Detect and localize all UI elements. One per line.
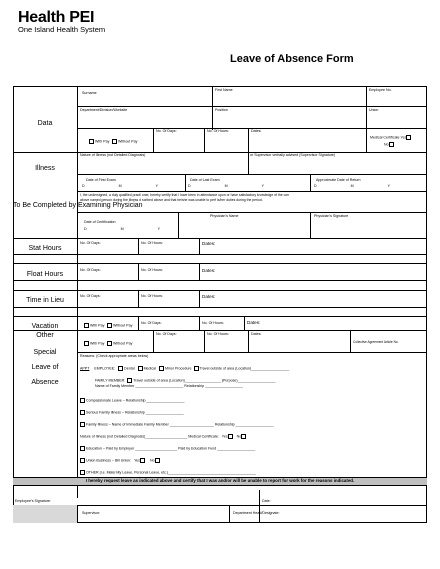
certification-date-dmy: D M Y <box>84 227 161 231</box>
med-cert-no-checkbox[interactable] <box>389 142 394 147</box>
lieu-dates-label: Dates: <box>202 294 216 299</box>
nature-no-checkbox[interactable] <box>241 434 246 439</box>
education-line: Education – Paid by Employer _____________________ Paid by Education Fund ___________________ <box>80 446 255 451</box>
last-exam-dmy: D M Y <box>188 184 265 188</box>
vacation-without-pay-checkbox[interactable] <box>107 323 112 328</box>
first-name-label: First Name <box>215 88 233 92</box>
stat-days-label: No. Of Days: <box>80 241 101 245</box>
surname-label: Surname <box>82 91 97 95</box>
nature-illness-line: Nature of Illness (not Detailed Diagnosis)_____________________ Medical Certificate: Yes No <box>80 434 247 439</box>
section-label-other-1: Other <box>36 332 54 339</box>
with-pay-label: With Pay <box>89 139 109 144</box>
supervisor-advised-label: or Supervisor verbally advised (Supervisor Signature) <box>250 153 336 157</box>
family-member-name-line: Name of Family Member ________________________ Relationship ___________________ <box>95 384 244 388</box>
certification-date-label: Date of Certification <box>84 220 116 224</box>
union-business-line: Union Business – Bill Union: Yes No <box>80 458 161 463</box>
return-date-label: Approximate Date of Return <box>316 178 361 182</box>
lieu-hours-label: No. Of Hours: <box>141 294 163 298</box>
stat-dates-label: Dates: <box>202 241 216 246</box>
float-days-label: No. Of Days: <box>80 268 101 272</box>
first-exam-label: Date of First Exam <box>86 178 116 182</box>
section-label-other-3: Leave of <box>31 364 59 371</box>
other-with-pay-checkbox[interactable] <box>84 341 89 346</box>
other-days-label: No. Of Days: <box>156 332 177 336</box>
collective-agreement-label: Collective Agreement Article No. <box>353 340 399 344</box>
education-checkbox[interactable] <box>80 446 85 451</box>
family-member-line: FAMILY MEMBER: Travel outside of area (Location)__________________ (Purpose)___________________ <box>95 378 276 383</box>
medical-checkbox[interactable] <box>138 366 143 371</box>
section-label-other-2: Special <box>33 349 57 356</box>
float-dates-label: Dates: <box>202 268 216 273</box>
other-leave-checkbox[interactable] <box>80 470 85 475</box>
other-without-pay: Without Pay <box>107 341 132 346</box>
travel-employee-checkbox[interactable] <box>194 366 199 371</box>
dates-label: Dates: <box>251 129 262 133</box>
section-label-float-hours: Float Hours <box>26 271 64 278</box>
compassionate-checkbox[interactable] <box>80 398 85 403</box>
supervisor-label: Supervisor: <box>82 511 101 515</box>
dental-checkbox[interactable] <box>118 366 123 371</box>
page-title: Leave of Absence Form <box>230 53 354 65</box>
supervisor-row-left-shade <box>13 505 77 523</box>
logo-brand: Health PEI <box>18 9 95 26</box>
position-label: Position <box>215 108 228 112</box>
other-with-pay: With Pay <box>84 341 104 346</box>
last-exam-label: Date of Last Exam <box>190 178 220 182</box>
vacation-days-label: No. Of Days: <box>141 321 162 325</box>
with-pay-checkbox[interactable] <box>89 139 94 144</box>
family-illness-checkbox[interactable] <box>80 422 85 427</box>
medical-certificate-label: Medical Certificate Yes <box>370 135 412 140</box>
certification-text-1: I, the undersigned, a duly qualified practi oner, hereby certify that I have been in attendance upon or have satisfactory knowledge of the con <box>80 193 290 197</box>
certification-text-2: above named person during the illness d scribed above and that he/she was unable to perf is/her duties during the period. <box>80 198 263 202</box>
compassionate-leave: Compassionate Leave – Relationship ___________________ <box>80 398 185 403</box>
section-label-illness: Illness <box>35 165 55 172</box>
minor-procedure-checkbox[interactable] <box>159 366 164 371</box>
section-label-other-4: Absence <box>31 379 59 386</box>
med-cert-yes-checkbox[interactable] <box>406 135 411 140</box>
union-yes-checkbox[interactable] <box>140 458 145 463</box>
dept-head-label: Department Head/Designate: <box>233 511 280 515</box>
nature-illness-label: Nature of Illness (not Detailed Diagnosis) <box>80 153 146 157</box>
family-illness: Family Illness – Name of Immediate Family Member ______________________ Relationship ___________________ <box>80 422 274 427</box>
appt-employee-line: APPT EMPLOYEE: Dental Medical Minor Procedure Travel outside of area (Location)___________________ <box>80 366 290 371</box>
section-label-time-in-lieu: Time in Lieu <box>26 297 64 304</box>
travel-family-checkbox[interactable] <box>127 378 132 383</box>
return-date-dmy: D M Y <box>314 184 391 188</box>
section-label-data: Data <box>37 120 53 127</box>
nature-yes-checkbox[interactable] <box>228 434 233 439</box>
no-of-hours-label: No. Of Hours: <box>207 129 229 133</box>
section-label-vacation: Vacation <box>31 323 59 330</box>
union-no-checkbox[interactable] <box>155 458 160 463</box>
float-hours-label: No. Of Hours: <box>141 268 163 272</box>
logo <box>18 9 105 34</box>
serious-illness: Serious Family Illness – Relationship ___________________ <box>80 410 184 415</box>
request-statement: I hereby request leave as indicated above and certify that I was and/or will be unable to report for work for the reasons indicated. <box>85 478 355 483</box>
reasons-label: Reasons: (Check appropriate areas below) <box>80 354 149 358</box>
other-leave-line: OTHER (i.e. Maternity Leave, Personal Leave, etc.)____________________________________________ <box>80 470 256 475</box>
vacation-with-pay-checkbox[interactable] <box>84 323 89 328</box>
stat-hours-label: No. Of Hours: <box>141 241 163 245</box>
section-label-physician: To Be Completed by Examining Physician <box>13 202 143 209</box>
physician-signature-label: Physician’s Signature <box>314 214 349 218</box>
lieu-days-label: No. Of Days: <box>80 294 101 298</box>
no-of-days-label: No. Of Days: <box>156 129 177 133</box>
department-label: Department/Division/Worksite <box>80 108 128 112</box>
date-label: Date: <box>262 499 271 503</box>
other-without-pay-checkbox[interactable] <box>107 341 112 346</box>
vacation-hours-label: No. Of Hours: <box>202 321 224 325</box>
first-exam-dmy: D M Y <box>82 184 159 188</box>
other-dates-label: Dates: <box>251 332 262 336</box>
other-hours-label: No. Of Hours: <box>207 332 229 336</box>
employee-signature-label: Employee’s Signature: <box>15 499 51 503</box>
union-label: Union <box>369 108 379 112</box>
section-label-stat-hours: Stat Hours <box>28 245 62 252</box>
without-pay-checkbox[interactable] <box>112 139 117 144</box>
employee-no-label: Employee No. <box>369 88 392 92</box>
without-pay-label: Without Pay <box>112 139 137 144</box>
logo-tagline: One Island Health System <box>18 25 106 34</box>
vacation-without-pay: Without Pay <box>107 323 132 328</box>
vacation-dates-label: Dates: <box>247 320 261 325</box>
vacation-with-pay: With Pay <box>84 323 104 328</box>
union-business-checkbox[interactable] <box>80 458 85 463</box>
physician-name-label: Physician’s Name <box>210 214 239 218</box>
medical-certificate-no: No <box>384 142 395 147</box>
serious-illness-checkbox[interactable] <box>80 410 85 415</box>
